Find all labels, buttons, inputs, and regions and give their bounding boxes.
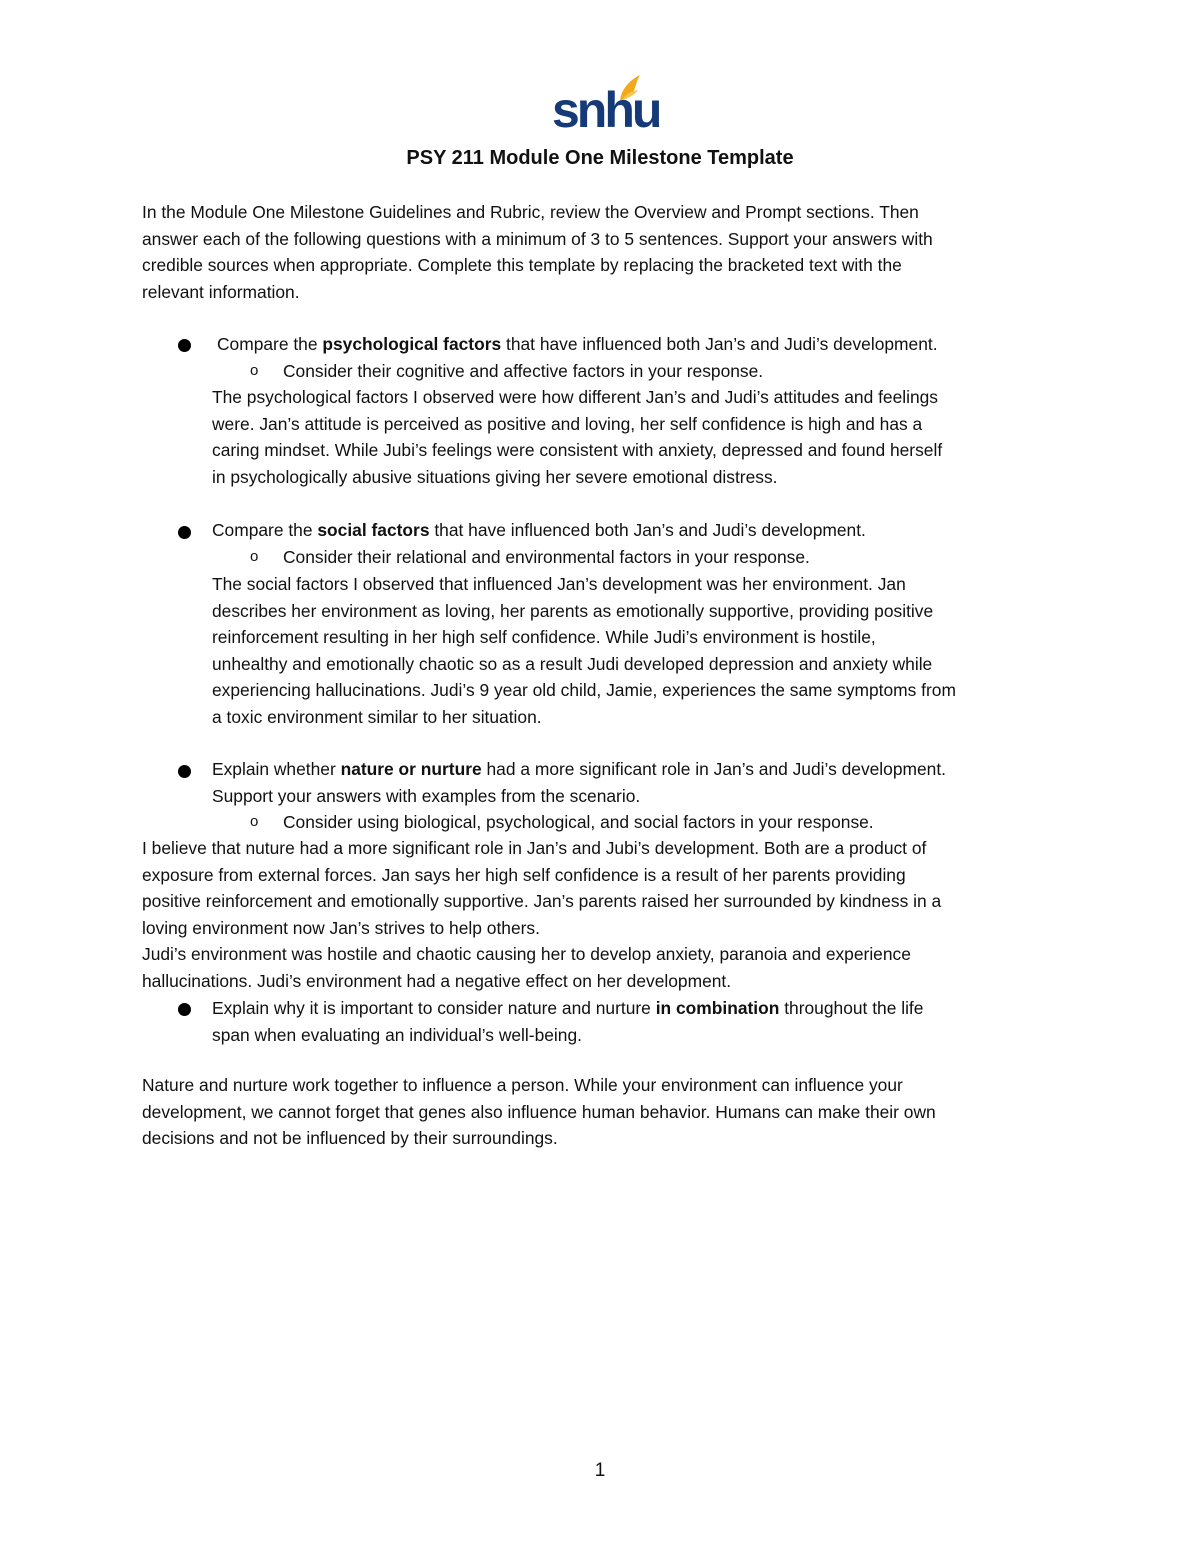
question-psychological bbox=[217, 331, 938, 358]
answer-line: caring mindset. While Jubi’s feelings were consistent with anxiety, depressed and found herself bbox=[212, 440, 943, 461]
question-emphasis: social factors bbox=[317, 520, 430, 540]
answer-line: The psychological factors I observed were how different Jan’s and Judi’s attitudes and feelings bbox=[212, 387, 939, 407]
answer-nature-nurture bbox=[142, 835, 1072, 995]
answer-line: exposure from external forces. Jan says her high self confidence is a result of her parents providing bbox=[142, 864, 906, 885]
question-emphasis: nature or nurture bbox=[340, 759, 482, 779]
bullet-dot bbox=[178, 765, 191, 778]
question-text: throughout the life bbox=[779, 998, 924, 1018]
sub-question-cognitive: Consider their cognitive and affective factors in your response. bbox=[283, 361, 764, 381]
question-emphasis: psychological factors bbox=[322, 334, 502, 354]
question-text: Explain whether bbox=[212, 759, 341, 779]
answer-line: reinforcement resulting in her high self confidence. While Judi’s environment is hostile, bbox=[212, 627, 876, 648]
answer-line: The social factors I observed that influenced Jan’s development was her environment. Jan bbox=[212, 574, 906, 594]
answer-line: were. Jan’s attitude is perceived as positive and loving, her self confidence is high and has a bbox=[212, 413, 923, 434]
document-title: PSY 211 Module One Milestone Template bbox=[406, 147, 794, 169]
answer-line: Judi’s environment was hostile and chaotic causing her to develop anxiety, paranoia and experience bbox=[142, 944, 911, 965]
bullet-dot bbox=[178, 526, 191, 539]
question-text: Compare the bbox=[217, 334, 323, 354]
intro-line: In the Module One Milestone Guidelines and Rubric, review the Overview and Prompt sections. Then bbox=[142, 202, 919, 222]
question-text: Explain why it is important to consider nature and nurture bbox=[212, 998, 656, 1018]
answer-line: in psychologically abusive situations giving her severe emotional distress. bbox=[212, 466, 778, 487]
question-nature-nurture bbox=[212, 756, 946, 809]
answer-line: positive reinforcement and emotionally supportive. Jan’s parents raised her surrounded by kindness in a bbox=[142, 891, 942, 912]
intro-paragraph bbox=[142, 199, 1072, 305]
question-text: that have influenced both Jan’s and Judi’s development. bbox=[501, 334, 938, 354]
intro-line: relevant information. bbox=[142, 281, 300, 302]
question-text: Compare the bbox=[212, 520, 318, 540]
question-emphasis: in combination bbox=[655, 998, 780, 1018]
answer-psychological bbox=[212, 384, 1112, 490]
page-number: 1 bbox=[594, 1460, 606, 1481]
answer-line: development, we cannot forget that genes also influence human behavior. Humans can make their own bbox=[142, 1101, 936, 1122]
bullet-dot bbox=[178, 1003, 191, 1016]
sub-question-factors: Consider using biological, psychological, and social factors in your response. bbox=[283, 812, 874, 832]
answer-line: a toxic environment similar to her situation. bbox=[212, 706, 542, 727]
intro-line: answer each of the following questions with a minimum of 3 to 5 sentences. Support your answers with bbox=[142, 228, 933, 249]
answer-line: describes her environment as loving, her parents as emotionally supportive, providing positive bbox=[212, 600, 934, 621]
snhu-logo bbox=[552, 74, 660, 138]
answer-social bbox=[212, 571, 1112, 731]
question-text: span when evaluating an individual’s well-being. bbox=[212, 1024, 582, 1045]
sub-bullet-marker: o bbox=[250, 548, 259, 565]
answer-combination bbox=[142, 1072, 1072, 1152]
answer-line: unhealthy and emotionally chaotic so as a result Judi developed depression and anxiety while bbox=[212, 653, 933, 674]
question-social bbox=[212, 517, 866, 544]
question-text: that have influenced both Jan’s and Judi’s development. bbox=[429, 520, 866, 540]
logo-wordmark: snhu bbox=[552, 82, 660, 138]
sub-bullet-marker: o bbox=[250, 813, 259, 830]
question-text: Support your answers with examples from the scenario. bbox=[212, 785, 641, 806]
question-combination bbox=[212, 995, 923, 1048]
bullet-dot bbox=[178, 339, 191, 352]
answer-line: loving environment now Jan’s strives to help others. bbox=[142, 917, 540, 938]
intro-line: credible sources when appropriate. Complete this template by replacing the bracketed text with the bbox=[142, 255, 902, 276]
answer-line: I believe that nuture had a more significant role in Jan’s and Jubi’s development. Both are a product of bbox=[142, 838, 927, 858]
answer-line: hallucinations. Judi’s environment had a negative effect on her development. bbox=[142, 970, 732, 991]
question-text: had a more significant role in Jan’s and Judi’s development. bbox=[481, 759, 947, 779]
answer-line: experiencing hallucinations. Judi’s 9 year old child, Jamie, experiences the same symptoms from bbox=[212, 680, 956, 701]
sub-bullet-marker: o bbox=[250, 362, 259, 379]
answer-line: Nature and nurture work together to influence a person. While your environment can influence your bbox=[142, 1075, 903, 1095]
sub-question-relational: Consider their relational and environmental factors in your response. bbox=[283, 547, 810, 567]
answer-line: decisions and not be influenced by their surroundings. bbox=[142, 1128, 558, 1149]
